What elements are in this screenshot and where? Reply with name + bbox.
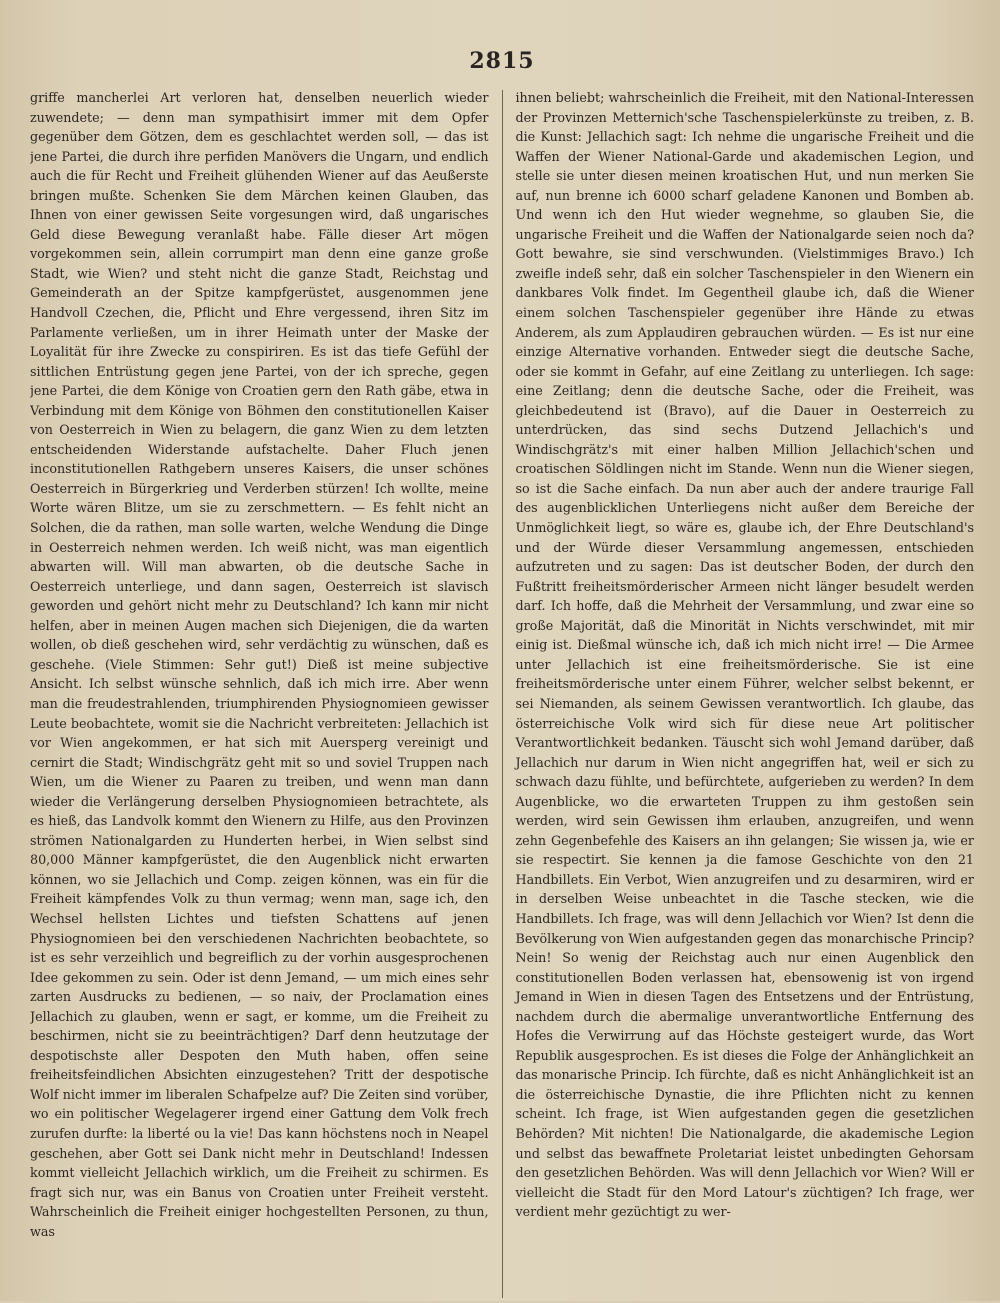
left-column-text: griffe mancherlei Art verloren hat, denselben neuerlich wieder zuwendete; — denn man sympathisirt immer mit dem Opfer gegenüber dem Götzen, dem es geschlachtet werden soll, — das ist jene Partei, die durch ihre perfiden Manövers die Ungarn, und endlich auch die für Recht und Freiheit glühenden Wiener auf das Aeußerste bringen mußte. Schenken Sie dem Märchen keinen Glauben, das Ihnen von einer gewissen Seite vorgesungen wird, daß ungarisches Geld diese Bewegung veranlaßt habe. Fälle dieser Art mögen vorgekommen sein, allein corrumpirt man denn eine ganze große Stadt, wie Wien? und steht nicht die ganze Stadt, Reichstag und Gemeinderath an der Spitze kampfgerüstet, ausgenommen jene Handvoll Czechen, die, Pflicht und Ehre vergessend, ihren Sitz im Parlamente verließen, um in ihrer Heimath unter der Maske der Loyalität für ihre Zwecke zu conspiriren. Es ist das tiefe Gefühl der sittlichen Entrüstung gegen jene Partei, von der ich spreche, gegen jene Partei, die dem Könige von Croatien gern den Rath gäbe, etwa in Verbindung mit dem Könige von Böhmen den constitutionellen Kaiser von Oesterreich in Wien zu belagern, die ganz Wien zu dem letzten entscheidenden Widerstande aufstachelte. Daher Fluch jenen inconstitutionellen Rathgebern unseres Kaisers, die unser schönes Oesterreich in Bürgerkrieg und Verderben stürzen! Ich wollte, meine Worte wären Blitze, um sie zu zerschmettern. — Es fehlt nicht an Solchen, die da rathen, man solle warten, welche Wendung die Dinge in Oesterreich nehmen werden. Ich weiß nicht, was man eigentlich abwarten will. Will man abwarten, ob die deutsche Sache in Oesterreich unterliege, und dann sagen, Oesterreich ist slavisch geworden und gehört nicht mehr zu Deutschland? Ich kann mir nicht helfen, aber in meinen Augen machen sich Diejenigen, die da warten wollen, ob dieß geschehen wird, sehr verdächtig zu wünschen, daß es geschehe. (Viele Stimmen: Sehr gut!) Dieß ist meine subjective Ansicht. Ich selbst wünsche sehnlich, daß ich mich irre. Aber wenn man die freudestrahlenden, triumphirenden Physiognomieen gewisser Leute beobachtete, womit sie die Nachricht verbreiteten: Jellachich ist vor Wien angekommen, er hat sich mit Auersperg vereinigt und cernirt die Stadt; Windischgrätz geht mit so und soviel Truppen nach Wien, um die Wiener zu Paaren zu treiben, und wenn man dann wieder die Verlängerung derselben Physiognomieen betrachtete, als es hieß, das Landvolk kommt den Wienern zu Hilfe, aus den Provinzen strömen Nationalgarden zu Hunderten herbei, in Wien selbst sind 80,000 Männer kampfgerüstet, die den Augenblick nicht erwarten können, wo sie Jellachich und Comp. zeigen können, was ein für die Freiheit kämpfendes Volk zu thun vermag; wenn man, sage ich, den Wechsel hellsten Lichtes und tiefsten Schattens auf jenen Physiognomieen bei den verschiedenen Nachrichten beobachtete, so ist es sehr verzeihlich und begreiflich zu der vorhin ausgesprochenen Idee gekommen zu sein. Oder ist denn Jemand, — um mich eines sehr zarten Ausdrucks zu bedienen, — so naiv, der Proclamation eines Jellachich zu glauben, wenn er sagt, er komme, um die Freiheit zu beschirmen, nicht sie zu beeinträchtigen? Darf denn heutzutage der despotischste aller Despoten den Muth haben, offen seine freiheitsfeindlichen Absichten einzugestehen? Tritt der despotische Wolf nicht immer im liberalen Schafpelze auf? Die Zeiten sind vorüber, wo ein politischer Wegelagerer irgend einer Gattung dem Volk frech zurufen durfte: la liberté ou la vie! Das kann höchstens noch in Neapel geschehen, aber Gott sei Dank nicht mehr in Deutschland! Indessen kommt vielleicht Jellachich wirklich, um die Freiheit zu schirmen. Es fragt sich nur, was ein Banus von Croatien unter Freiheit versteht. Wahrscheinlich die Freiheit einiger hochgestellten Personen, zu thun, was — [30, 90, 489, 1239]
page-number: 2815 — [469, 48, 535, 74]
text-columns — [30, 88, 974, 1303]
right-column-text: ihnen beliebt; wahrscheinlich die Freiheit, mit den National-Interessen der Provinzen Metternich'sche Taschenspielerkünste zu treiben, z. B. die Kunst: Jellachich sagt: Ich nehme die ungarische Freiheit und die Waffen der Wiener National-Garde und akademischen Legion, und stelle sie unter diesen meinen kroatischen Hut, und nun merken Sie auf, nun brenne ich 6000 scharf geladene Kanonen und Bomben ab. Und wenn ich den Hut wieder wegnehme, so glauben Sie, die ungarische Freiheit und die Waffen der Nationalgarde seien noch da? Gott bewahre, sie sind verschwunden. (Vielstimmiges Bravo.) Ich zweifle indeß sehr, daß ein solcher Taschenspieler in den Wienern ein dankbares Volk findet. Im Gegentheil glaube ich, daß die Wiener einem solchen Taschenspieler gegenüber ihre Hände zu etwas Anderem, als zum Applaudiren gebrauchen würden. — Es ist nur eine einzige Alternative vorhanden. Entweder siegt die deutsche Sache, oder sie kommt in Gefahr, auf eine Zeitlang zu unterliegen. Ich sage: eine Zeitlang; denn die deutsche Sache, oder die Freiheit, was gleichbedeutend ist (Bravo), auf die Dauer in Oesterreich zu unterdrücken, das sind sechs Dutzend Jellachich's und Windischgrätz's mit einer halben Million Jellachich'schen und croatischen Söldlingen nicht im Stande. Wenn nun die Wiener siegen, so ist die Sache einfach. Da nun aber auch der andere traurige Fall des augenblicklichen Unterliegens nicht außer dem Bereiche der Unmöglichkeit liegt, so wäre es, glaube ich, der Ehre Deutschland's und der Würde dieser Versammlung angemessen, entschieden aufzutreten und zu sagen: Das ist deutscher Boden, der durch den Fußtritt freiheitsmörderischer Armeen nicht länger besudelt werden darf. Ich hoffe, daß die Mehrheit der Versammlung, und zwar eine so große Majorität, daß die Minorität in Nichts verschwindet, mit mir einig ist. Dießmal wünsche ich, daß ich mich nicht irre! — Die Armee unter Jellachich ist eine freiheitsmörderische. Sie ist eine freiheitsmörderische unter einem Führer, welcher selbst bekennt, er sei Niemanden, als seinem Gewissen verantwortlich. Ich glaube, das österreichische Volk wird sich für diese neue Art politischer Verantwortlichkeit bedanken. Täuscht sich wohl Jemand darüber, daß Jellachich nur darum in Wien nicht angegriffen hat, weil er sich zu schwach dazu fühlte, und befürchtete, aufgerieben zu werden? In dem Augenblicke, wo die erwarteten Truppen zu ihm gestoßen sein werden, wird sein Gewissen ihm erlauben, anzugreifen, und wenn zehn Gegenbefehle des Kaisers an ihn gelangen; Sie wissen ja, wie er sie respectirt. Sie kennen ja die famose Geschichte von den 21 Handbillets. Ein Verbot, Wien anzugreifen und zu desarmiren, wird er in derselben Weise unbeachtet in die Tasche stecken, wie die Handbillets. Ich frage, was will denn Jellachich vor Wien? Ist denn die Bevölkerung von Wien aufgestanden gegen das monarchische Princip? Nein! So wenig der Reichstag auch nur einen Augenblick den constitutionellen Boden verlassen hat, ebensowenig ist von irgend Jemand in Wien in diesen Tagen des Entsetzens und der Entrüstung, nachdem durch die abermalige unverantwortliche Entfernung des Hofes die Verwirrung auf das Höchste gesteigert wurde, das Wort Republik ausgesprochen. Es ist dieses die Folge der Anhänglichkeit an das monarische Princip. Ich fürchte, daß es nicht Anhänglichkeit ist an die österreichische Dynastie, die ihre Pflichten nicht zu kennen scheint. Ich frage, ist Wien aufgestanden gegen die gesetzlichen Behörden? Mit nichten! Die Nationalgarde, die akademische Legion und selbst das bewaffnete Proletariat leistet unbedingten Gehorsam den gesetzlichen Behörden. Was will denn Jellachich vor Wien? Will er vielleicht die Stadt für den Mord Latour's züchtigen? Ich frage, wer verdient mehr gezüchtigt zu wer- — [515, 90, 974, 1220]
